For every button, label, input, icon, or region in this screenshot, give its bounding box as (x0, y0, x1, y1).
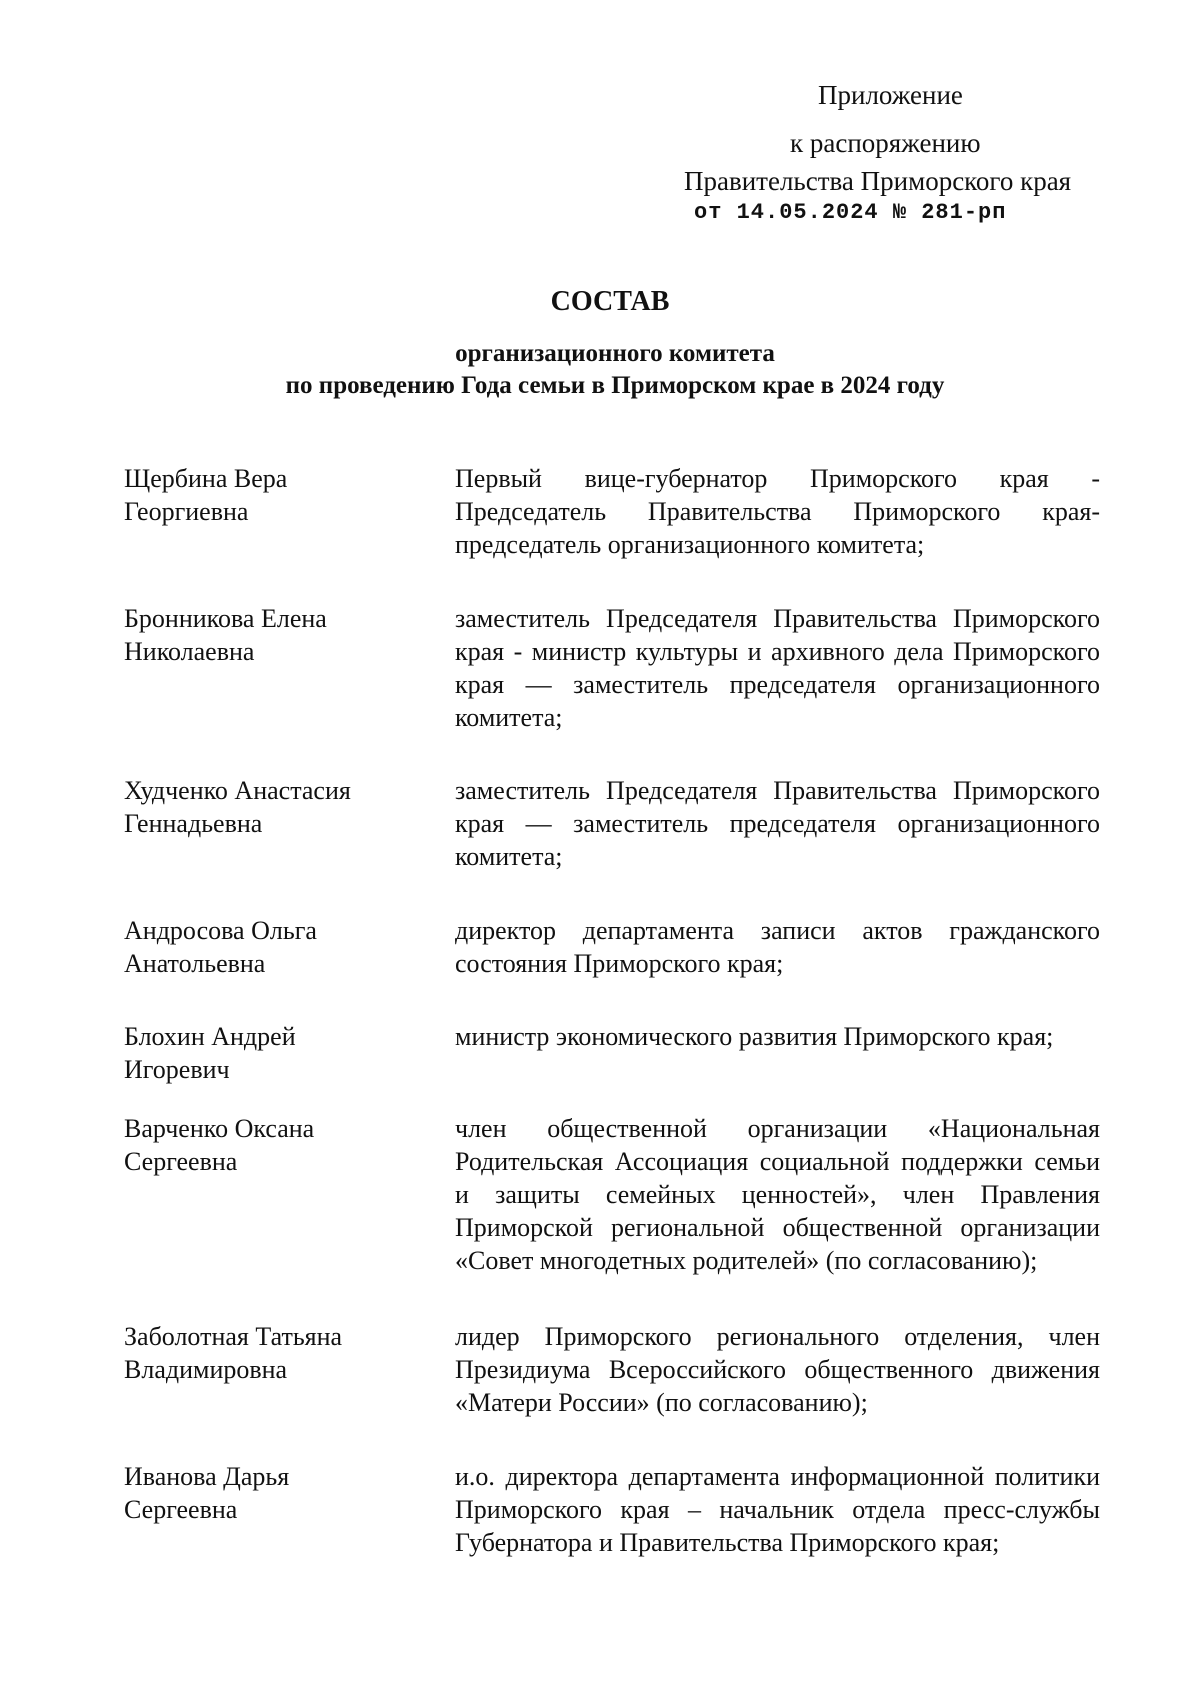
member-name (124, 1460, 424, 1526)
member-role: лидер Приморского регионального отделения, член Президиума Всероссийского общественного движения «Матери России» (по согласованию); (455, 1322, 1100, 1417)
member-surname-firstname: Иванова Дарья (124, 1462, 290, 1491)
member-patronymic: Сергеевна (124, 1147, 238, 1176)
member-name (124, 1320, 424, 1386)
member-patronymic: Сергеевна (124, 1495, 238, 1524)
appendix-order-number: от 14.05.2024 № 281-рп (694, 200, 1007, 225)
member-patronymic: Анатольевна (124, 949, 266, 978)
member-surname-firstname: Заболотная Татьяна (124, 1322, 343, 1351)
member-patronymic: Николаевна (124, 637, 255, 666)
appendix-title: Приложение (818, 80, 963, 110)
appendix-government-name: Правительства Приморского края (684, 166, 1072, 196)
member-patronymic: Владимировна (124, 1355, 288, 1384)
member-role: министр экономического развития Приморского края; (455, 1022, 1054, 1051)
member-surname-firstname: Блохин Андрей (124, 1022, 296, 1051)
member-surname-firstname: Бронникова Елена (124, 604, 327, 633)
member-name (124, 1020, 424, 1086)
member-name (124, 774, 424, 840)
member-patronymic: Георгиевна (124, 497, 249, 526)
document-title: СОСТАВ (550, 286, 670, 317)
member-surname-firstname: Худченко Анастасия (124, 776, 351, 805)
member-surname-firstname: Андросова Ольга (124, 916, 317, 945)
member-patronymic: Геннадьевна (124, 809, 263, 838)
member-name (124, 1112, 424, 1178)
document-subtitle-line1: организационного комитета (455, 340, 775, 367)
member-name (124, 462, 424, 528)
member-surname-firstname: Щербина Вера (124, 464, 288, 493)
appendix-order-reference: к распоряжению (790, 128, 981, 158)
member-role: и.о. директора департамента информационной политики Приморского края – начальник отдела пресс-службы Губернатора и Правительства Приморского края; (455, 1462, 1100, 1557)
member-patronymic: Игоревич (124, 1055, 230, 1084)
member-role: директор департамента записи актов гражданского состояния Приморского края; (455, 916, 1100, 978)
member-name (124, 914, 424, 980)
member-role: заместитель Председателя Правительства Приморского края — заместитель председателя организационного комитета; (455, 776, 1100, 871)
member-surname-firstname: Варченко Оксана (124, 1114, 315, 1143)
member-name (124, 602, 424, 668)
member-role: Первый вице-губернатор Приморского края - Председатель Правительства Приморского края- председатель организационного комитета; (455, 464, 1100, 559)
member-role: член общественной организации «Национальная Родительская Ассоциация социальной поддержки семьи и защиты семейных ценностей», член Правления Приморской региональной общественной организации «Совет многодетных родителей» (по согласованию); (455, 1114, 1100, 1275)
document-subtitle-line2: по проведению Года семьи в Приморском крае в 2024 году (285, 372, 945, 399)
member-role: заместитель Председателя Правительства Приморского края - министр культуры и архивного дела Приморского края — заместитель председателя организационного комитета; (455, 604, 1100, 732)
